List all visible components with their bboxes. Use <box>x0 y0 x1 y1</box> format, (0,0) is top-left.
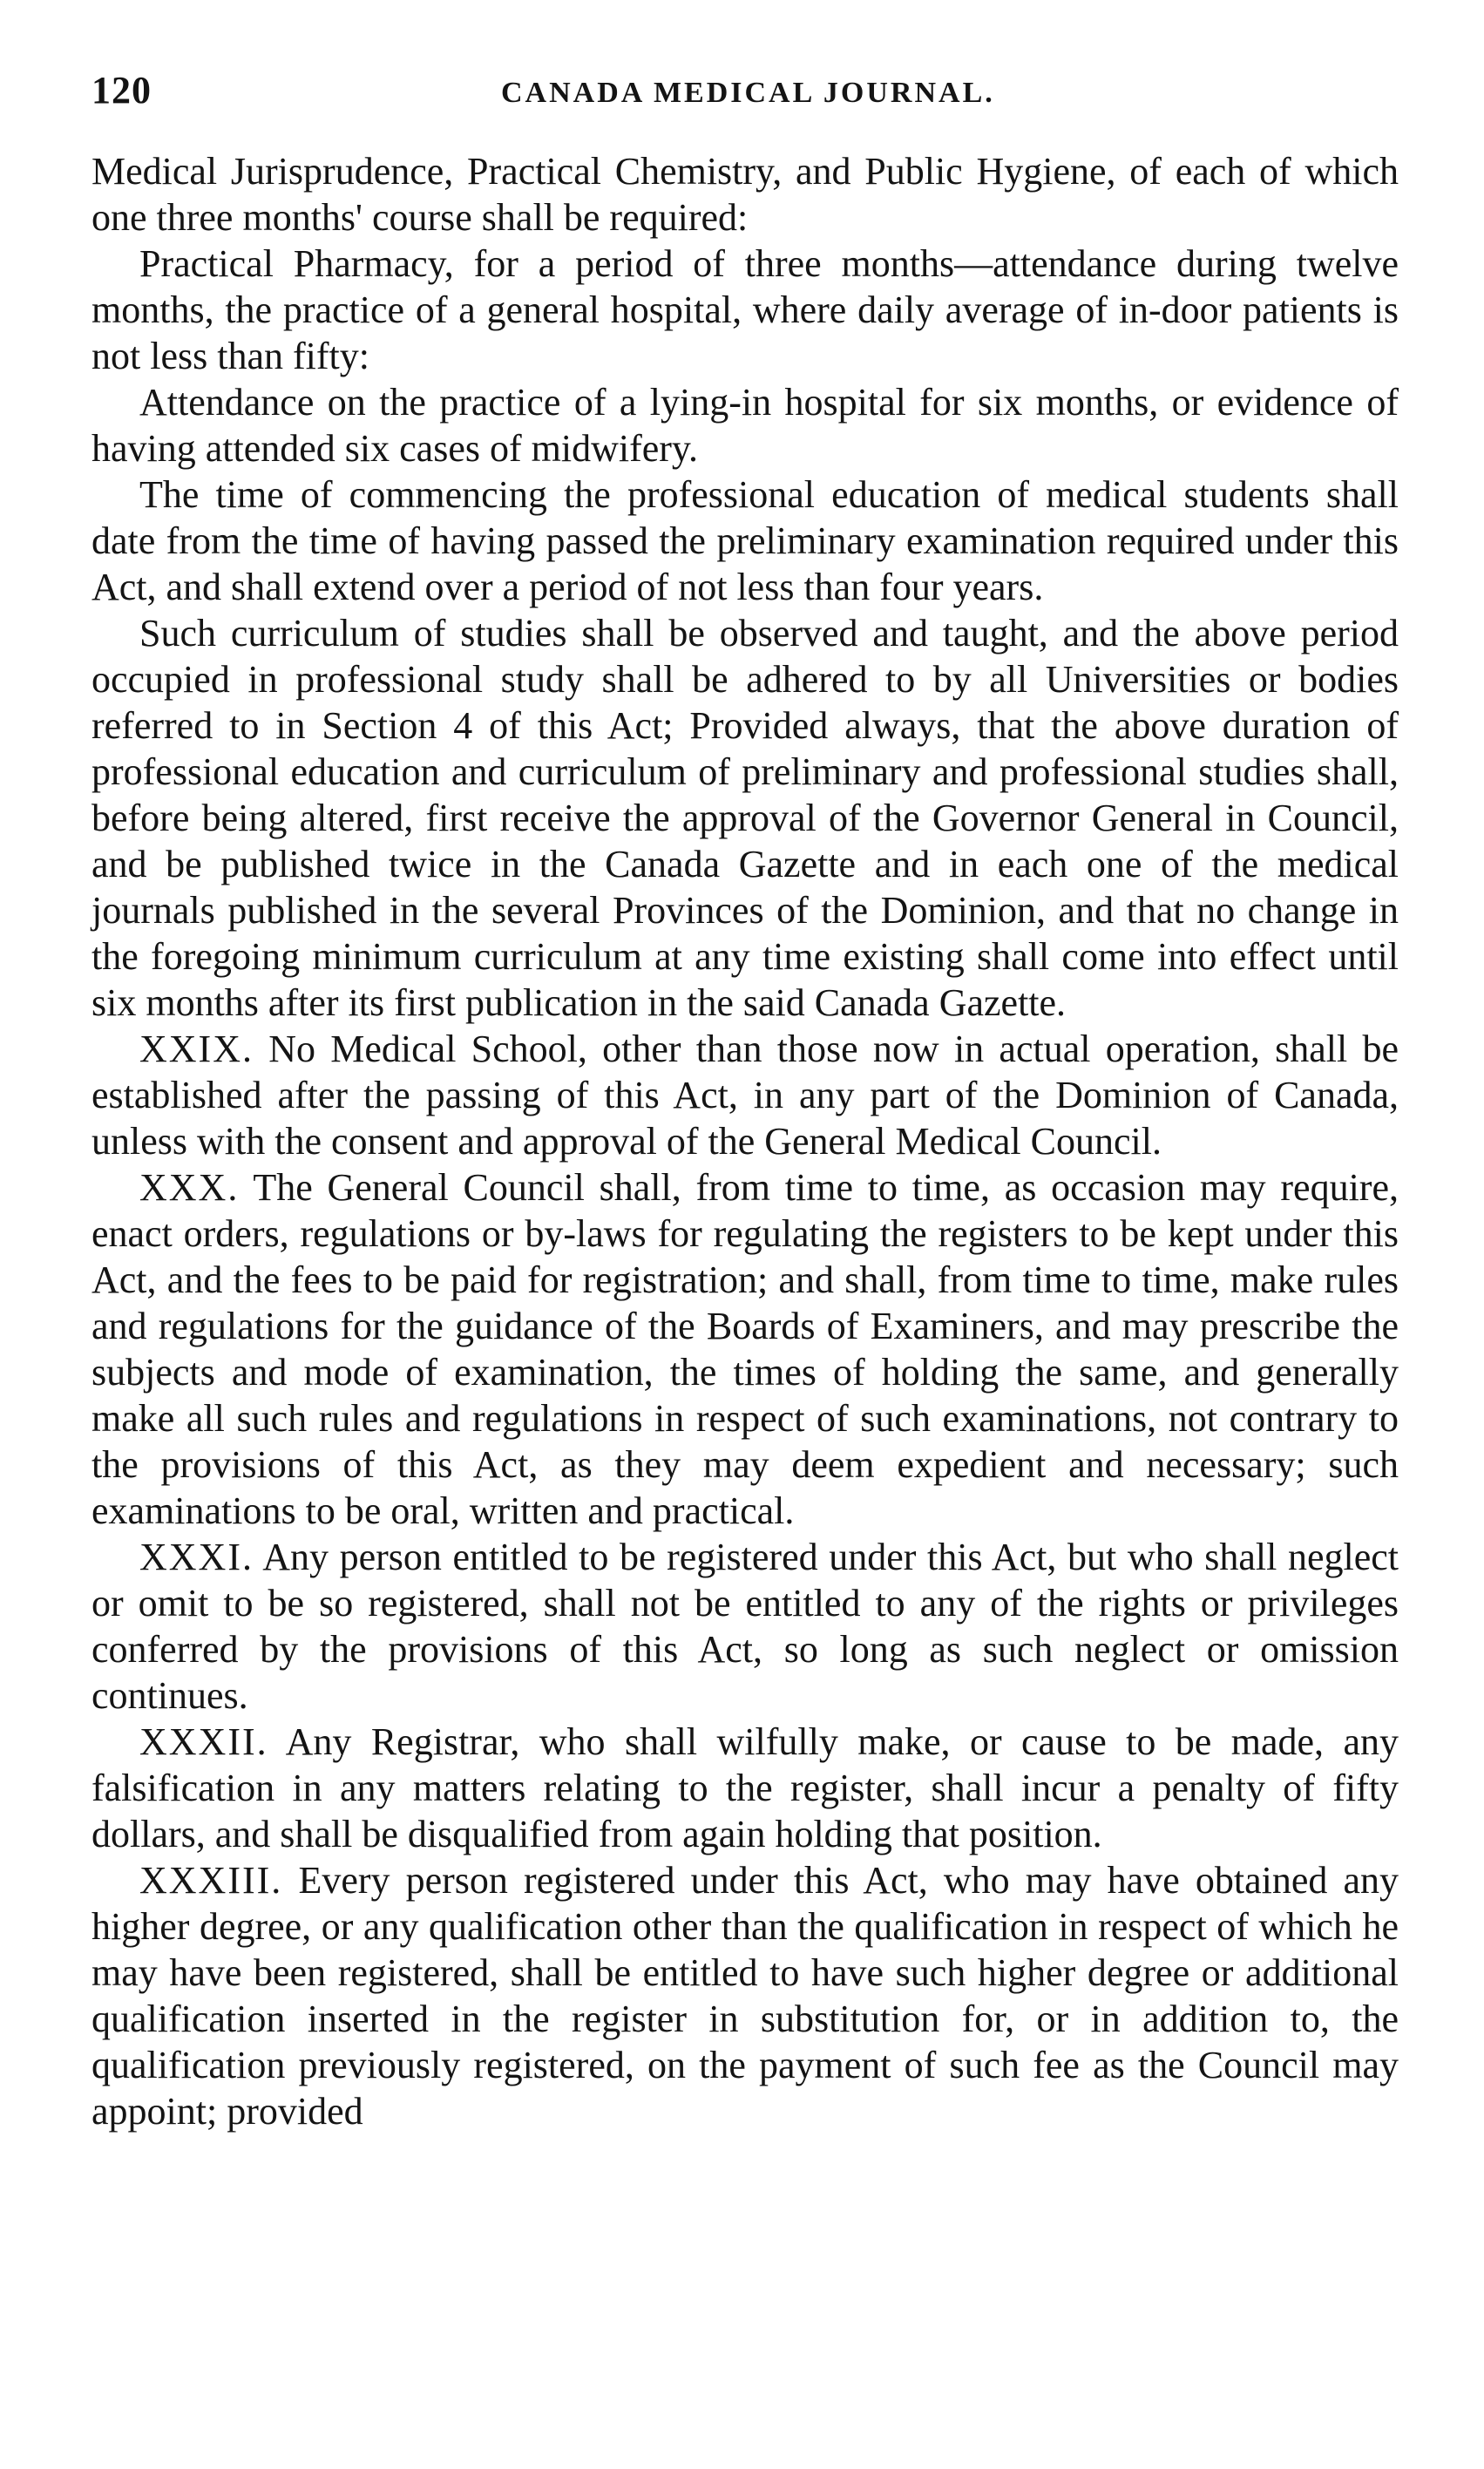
paragraph-hygiene: Medical Jurisprudence, Practical Chemistry, and Public Hygiene, of each of which one three months' course shall be required: <box>91 150 1399 239</box>
section-number: XXXII. <box>139 1720 268 1763</box>
section-xxxiii <box>91 1857 1399 2134</box>
section-text: No Medical School, other than those now in actual operation, shall be established after the passing of this Act, in any part of the Dominion of Canada, unless with the consent and approval of the General Medical Council. <box>91 1028 1399 1163</box>
page-number: 120 <box>91 69 152 112</box>
section-xxix <box>91 1026 1399 1164</box>
paragraph-commencing: The time of commencing the professional education of medical students shall date from the time of having passed the preliminary examination required under this Act, and shall extend over a period of not less than four years. <box>91 473 1399 608</box>
section-number: XXX. <box>139 1166 240 1209</box>
section-number: XXXI. <box>139 1536 254 1578</box>
section-text: Any Registrar, who shall wilfully make, or cause to be made, any falsification in any matters relating to the register, shall incur a penalty of fifty dollars, and shall be disqualified from again holding that position. <box>91 1720 1399 1855</box>
page-header <box>91 68 1399 129</box>
running-title: CANADA MEDICAL JOURNAL. <box>501 77 995 109</box>
paragraph-midwifery: Attendance on the practice of a lying-in hospital for six months, or evidence of having attended six cases of midwifery. <box>91 381 1399 470</box>
section-text: The General Council shall, from time to time, as occasion may require, enact orders, regulations or by-laws for regulating the registers to be kept under this Act, and the fees to be paid for registration; and shall, from time to time, make rules and regulations for the guidance of the Boards of Examiners, and may prescribe the subjects and mode of examination, the times of holding the same, and generally make all such rules and regulations in respect of such examinations, not contrary to the provisions of this Act, as they may deem expedient and necessary; such examinations to be oral, written and practical. <box>91 1166 1399 1532</box>
paragraph-pharmacy: Practical Pharmacy, for a period of three months—attendance during twelve months, the practice of a general hospital, where daily average of in-door patients is not less than fifty: <box>91 242 1399 377</box>
paragraph-curriculum: Such curriculum of studies shall be observed and taught, and the above period occupied in professional study shall be adhered to by all Universities or bodies referred to in Section 4 of this Act; Provided always, that the above duration of professional education and curriculum of preliminary and professional studies shall, before being altered, first receive the approval of the Governor General in Council, and be published twice in the Canada Gazette and in each one of the medical journals published in the several Provinces of the Dominion, and that no change in the foregoing minimum curriculum at any time existing shall come into effect until six months after its first publication in the said Canada Gazette. <box>91 612 1399 1024</box>
section-number: XXIX. <box>139 1028 254 1070</box>
section-xxx <box>91 1164 1399 1534</box>
section-xxxii <box>91 1719 1399 1857</box>
section-number: XXXIII. <box>139 1859 283 1902</box>
body-text <box>91 148 1399 2134</box>
section-text: Every person registered under this Act, who may have obtained any higher degree, or any qualification other than the qualification in respect of which he may have been registered, shall be entitled to have such higher degree or additional qualification inserted in the register in substitution for, or in addition to, the qualification previously registered, on the payment of such fee as the Council may appoint; provided <box>91 1859 1399 2133</box>
section-xxxi <box>91 1534 1399 1719</box>
section-text: Any person entitled to be registered under this Act, but who shall neglect or omit to be so registered, shall not be entitled to any of the rights or privileges conferred by the provisions of this Act, so long as such neglect or omission continues. <box>91 1536 1399 1717</box>
